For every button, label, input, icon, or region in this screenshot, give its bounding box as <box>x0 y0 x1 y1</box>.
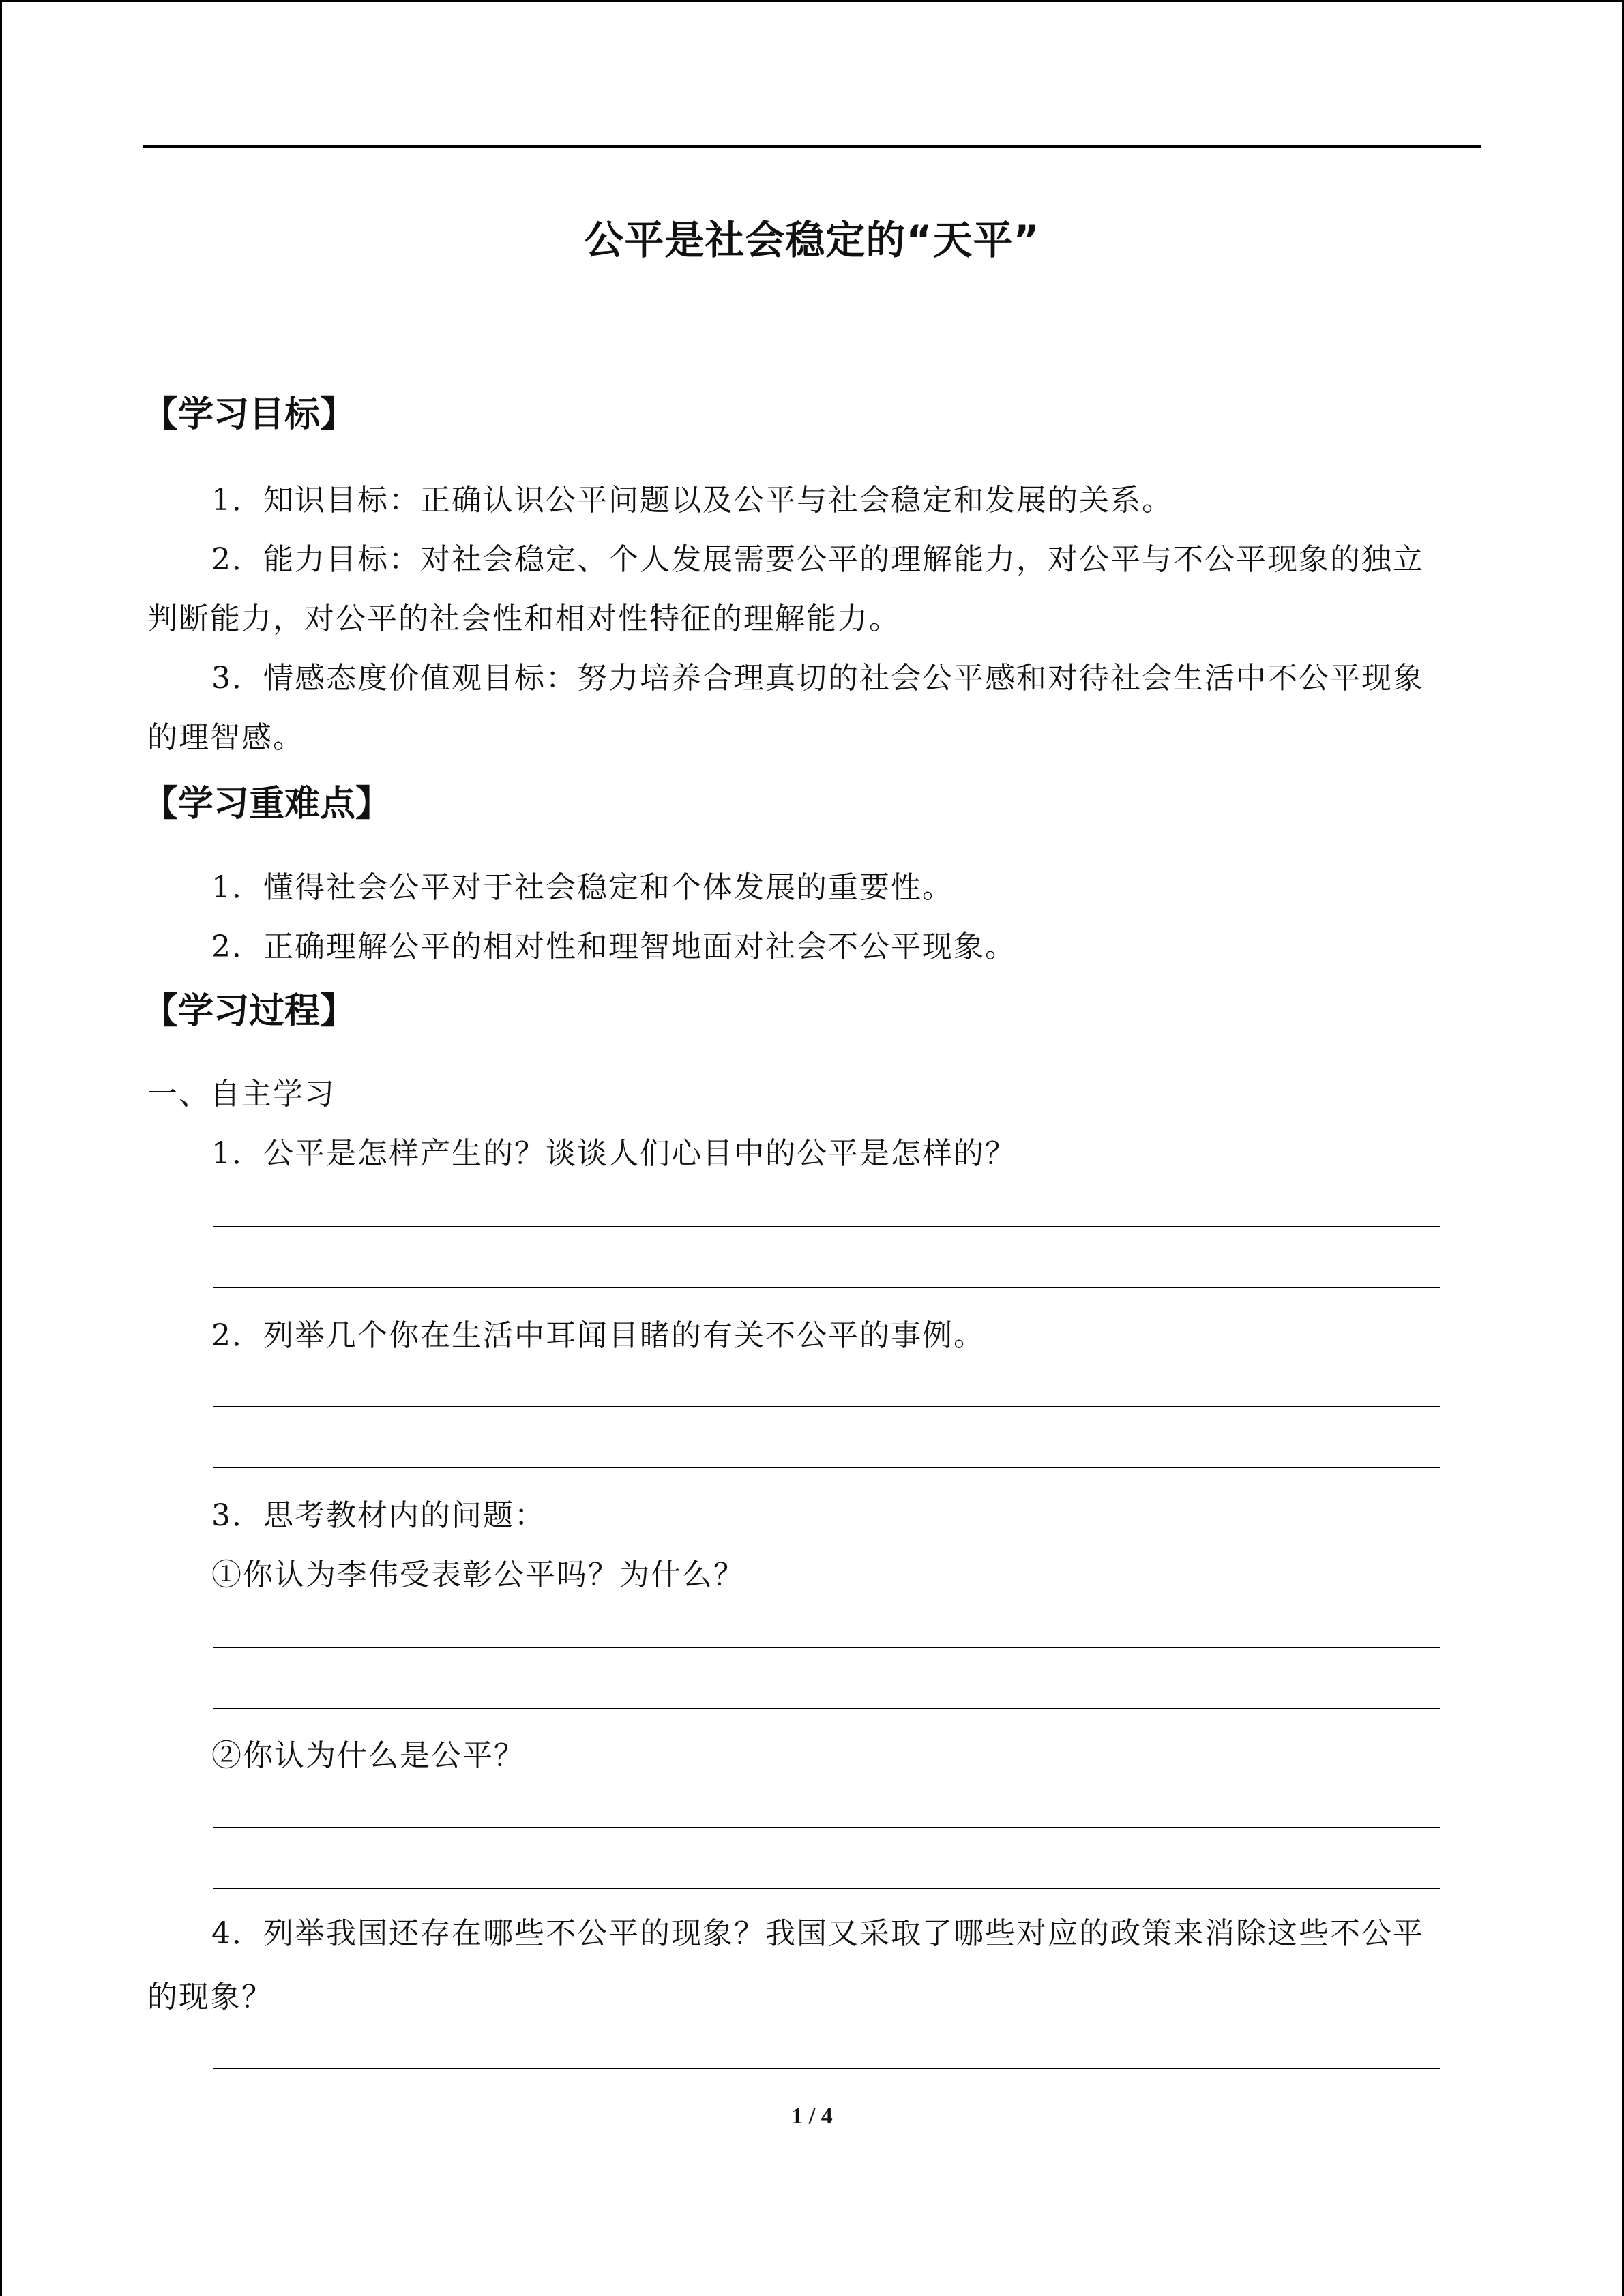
goal-item: 的理智感。 <box>147 720 304 755</box>
question-1: 1．公平是怎样产生的？谈谈人们心目中的公平是怎样的？ <box>211 1136 1016 1171</box>
answer-line[interactable] <box>213 1647 1440 1648</box>
answer-line[interactable] <box>213 1467 1440 1468</box>
section-heading-key-points: 【学习重难点】 <box>143 784 392 824</box>
answer-line[interactable] <box>213 1226 1440 1227</box>
question-3b: ②你认为什么是公平？ <box>211 1738 525 1773</box>
question-3: 3．思考教材内的问题： <box>211 1498 546 1533</box>
answer-line[interactable] <box>213 1708 1440 1709</box>
page-title: 公平是社会稳定的“天平” <box>584 217 1040 263</box>
answer-line[interactable] <box>213 2068 1440 2069</box>
answer-line[interactable] <box>213 1827 1440 1828</box>
answer-line[interactable] <box>213 1406 1440 1407</box>
section-heading-goals: 【学习目标】 <box>143 394 356 435</box>
header-rule <box>143 145 1481 148</box>
section-heading-process: 【学习过程】 <box>143 991 356 1032</box>
answer-line[interactable] <box>213 1888 1440 1889</box>
question-4: 4．列举我国还存在哪些不公平的现象？我国又采取了哪些对应的政策来消除这些不公平 <box>211 1916 1424 1951</box>
goal-item: 2．能力目标：对社会稳定、个人发展需要公平的理解能力，对公平与不公平现象的独立 <box>211 542 1424 577</box>
page-number: 1 / 4 <box>791 2104 833 2129</box>
answer-line[interactable] <box>213 1287 1440 1288</box>
question-2: 2．列举几个你在生活中耳闻目睹的有关不公平的事例。 <box>211 1318 985 1353</box>
key-point-item: 2．正确理解公平的相对性和理智地面对社会不公平现象。 <box>211 929 1016 964</box>
goal-item: 1．知识目标：正确认识公平问题以及公平与社会稳定和发展的关系。 <box>211 483 1173 518</box>
question-4-continued: 的现象？ <box>147 1980 273 2014</box>
subsection-heading: 一、自主学习 <box>147 1077 336 1112</box>
key-point-item: 1．懂得社会公平对于社会稳定和个体发展的重要性。 <box>211 870 954 905</box>
goal-item: 判断能力，对公平的社会性和相对性特征的理解能力。 <box>147 601 900 636</box>
question-3a: ①你认为李伟受表彰公平吗？为什么？ <box>211 1557 745 1592</box>
goal-item: 3．情感态度价值观目标：努力培养合理真切的社会公平感和对待社会生活中不公平现象 <box>211 661 1424 696</box>
